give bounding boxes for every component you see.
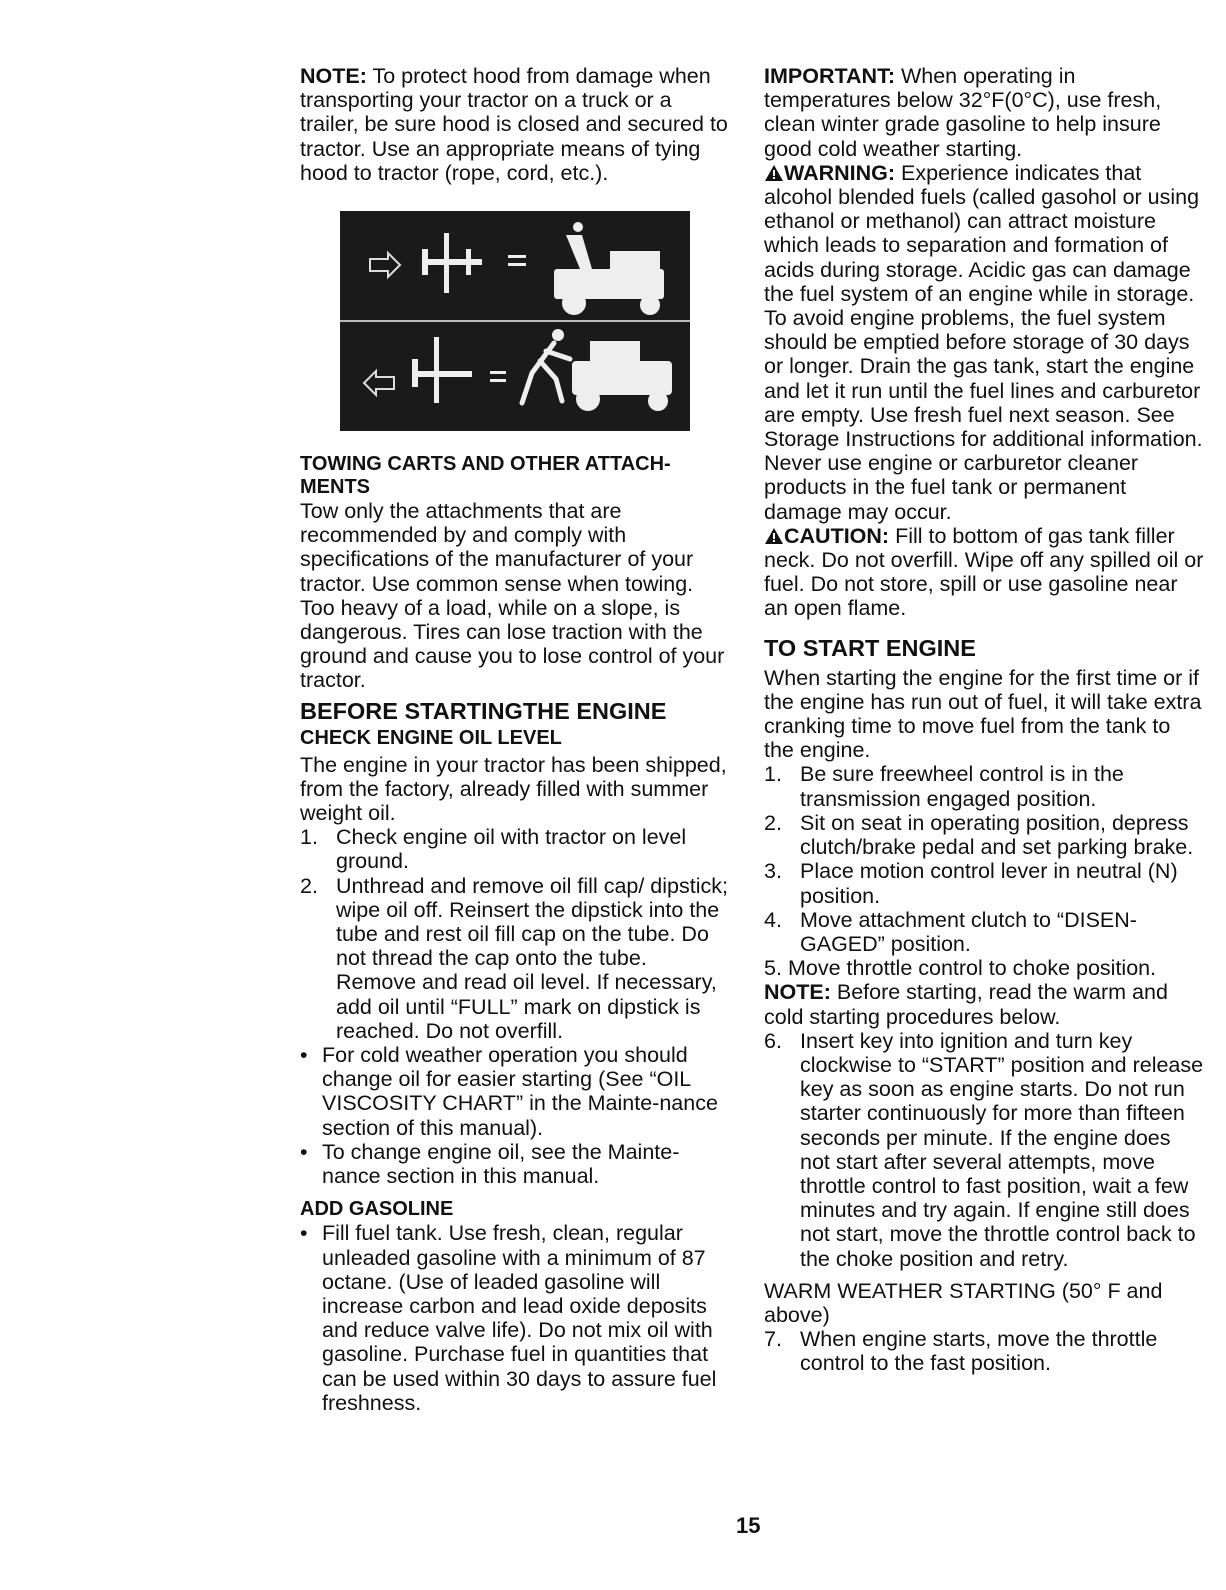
check-oil-heading: CHECK ENGINE OIL LEVEL bbox=[300, 726, 562, 749]
start-note: NOTE: Before starting, read the warm and cold starting procedures below. bbox=[764, 980, 1168, 1029]
list-item: 1. Check engine oil with tractor on level ground. bbox=[300, 825, 687, 874]
start-steps-c bbox=[764, 1327, 1204, 1375]
warning-note: WARNING: Experience indicates that alcohol blended fuels (called gasohol or using ethanol or methanol) can attract moisture which leads to separation and formation of acids during storage. Acidic gas can damage the fuel system of an engine while in storage. To avoid engine problems, the fuel system should be emptied before storage of 30 days or longer. Drain the gas tank, start the engine and let it run until the fuel lines and carburetor are empty. Use fresh fuel next season. See Storage Instructions for additional information. Never use engine or carburetor cleaner products in the fuel tank or permanent damage may occur. bbox=[764, 160, 1203, 524]
list-item: 1. Be sure freewheel control is in the transmission engaged position. bbox=[764, 762, 1124, 811]
hood-tie-diagram bbox=[340, 211, 690, 431]
warning-triangle-icon bbox=[764, 164, 784, 182]
warm-weather-heading: WARM WEATHER STARTING (50° F and above) bbox=[764, 1278, 1163, 1327]
left-column bbox=[300, 64, 730, 1415]
towing-heading: TOWING CARTS AND OTHER ATTACH-MENTS bbox=[300, 453, 671, 499]
list-item: 5. Move throttle control to choke position. bbox=[764, 956, 1157, 981]
warning-label: WARNING: bbox=[784, 160, 896, 185]
right-column bbox=[764, 64, 1204, 1376]
oil-intro: The engine in your tractor has been shipped, from the factory, already filled with summer weight oil. bbox=[300, 752, 727, 826]
caution-label: CAUTION: bbox=[784, 523, 890, 548]
to-start-engine-heading: TO START ENGINE bbox=[764, 634, 976, 661]
before-starting-heading: BEFORE STARTINGTHE ENGINE bbox=[300, 697, 667, 724]
list-item: • To change engine oil, see the Mainte-nance section in this manual. bbox=[300, 1139, 680, 1189]
list-item: 2. Unthread and remove oil fill cap/ dipstick; wipe oil off. Reinsert the dipstick into the tube and rest oil fill cap on the tube. Do not thread the cap onto the tube. Remove and read oil level. If necessary, add oil until “FULL” mark on dipstick is reached. Do not overfill. bbox=[300, 873, 728, 1043]
list-item: • For cold weather operation you should change oil for easier starting (See “OIL VISCOSITY CHART” in the Mainte-nance section of this manual). bbox=[300, 1043, 718, 1140]
list-item: 3. Place motion control lever in neutral (N) position. bbox=[764, 859, 1178, 908]
page-number: 15 bbox=[736, 1513, 761, 1538]
gas-bullets bbox=[300, 1221, 730, 1415]
important-note: IMPORTANT: When operating in temperatures below 32°F(0°C), use fresh, clean winter grade gasoline to help insure good cold weather starting. bbox=[764, 64, 1162, 161]
start-steps-b bbox=[764, 1029, 1204, 1271]
oil-bullets bbox=[300, 1043, 730, 1188]
hood-note: NOTE: To protect hood from damage when transporting your tractor on a truck or a trailer, be sure hood is closed and secured to tractor. Use an appropriate means of tying hood to tractor (rope, cord, etc.). bbox=[300, 64, 728, 185]
add-gasoline-heading: ADD GASOLINE bbox=[300, 1198, 454, 1221]
list-item: 4. Move attachment clutch to “DISEN-GAGED” position. bbox=[764, 907, 1137, 956]
list-item: • Fill fuel tank. Use fresh, clean, regular unleaded gasoline with a minimum of 87 octane. (Use of leaded gasoline will increase carbon and lead oxide deposits and reduce valve life). Do not mix oil with gasoline. Purchase fuel in quantities that can be used within 30 days to assure fuel freshness. bbox=[300, 1221, 717, 1415]
towing-text: Tow only the attachments that are recommended by and comply with specifications of the manufacturer of your tractor. Use common sense when towing. Too heavy of a load, while on a slope, is dangerous. Tires can lose traction with the ground and cause you to lose control of your tractor. bbox=[300, 499, 725, 693]
important-label: IMPORTANT: bbox=[764, 64, 895, 88]
note-label: NOTE: bbox=[300, 64, 367, 88]
caution-triangle-icon bbox=[764, 527, 784, 545]
oil-steps bbox=[300, 825, 730, 1043]
list-item: 6. Insert key into ignition and turn key clockwise to “START” position and release key as soon as engine starts. Do not run starter continuously for more than fifteen seconds per minute. If the engine does not start after several attempts, move throttle control to fast position, wait a few minutes and try again. If engine still does not start, move the throttle control back to the choke position and retry. bbox=[764, 1028, 1204, 1271]
caution-note: CAUTION: Fill to bottom of gas tank filler neck. Do not overfill. Wipe off any spilled oil or fuel. Do not store, spill or use gasoline near an open flame. bbox=[764, 523, 1204, 621]
list-item: 7. When engine starts, move the throttle control to the fast position. bbox=[764, 1327, 1158, 1376]
start-steps-a bbox=[764, 762, 1204, 980]
note-label-2: NOTE: bbox=[764, 980, 831, 1005]
start-intro: When starting the engine for the first time or if the engine has run out of fuel, it will take extra cranking time to move fuel from the tank to the engine. bbox=[764, 665, 1202, 763]
list-item: 2. Sit on seat in operating position, depress clutch/brake pedal and set parking brake. bbox=[764, 810, 1194, 860]
